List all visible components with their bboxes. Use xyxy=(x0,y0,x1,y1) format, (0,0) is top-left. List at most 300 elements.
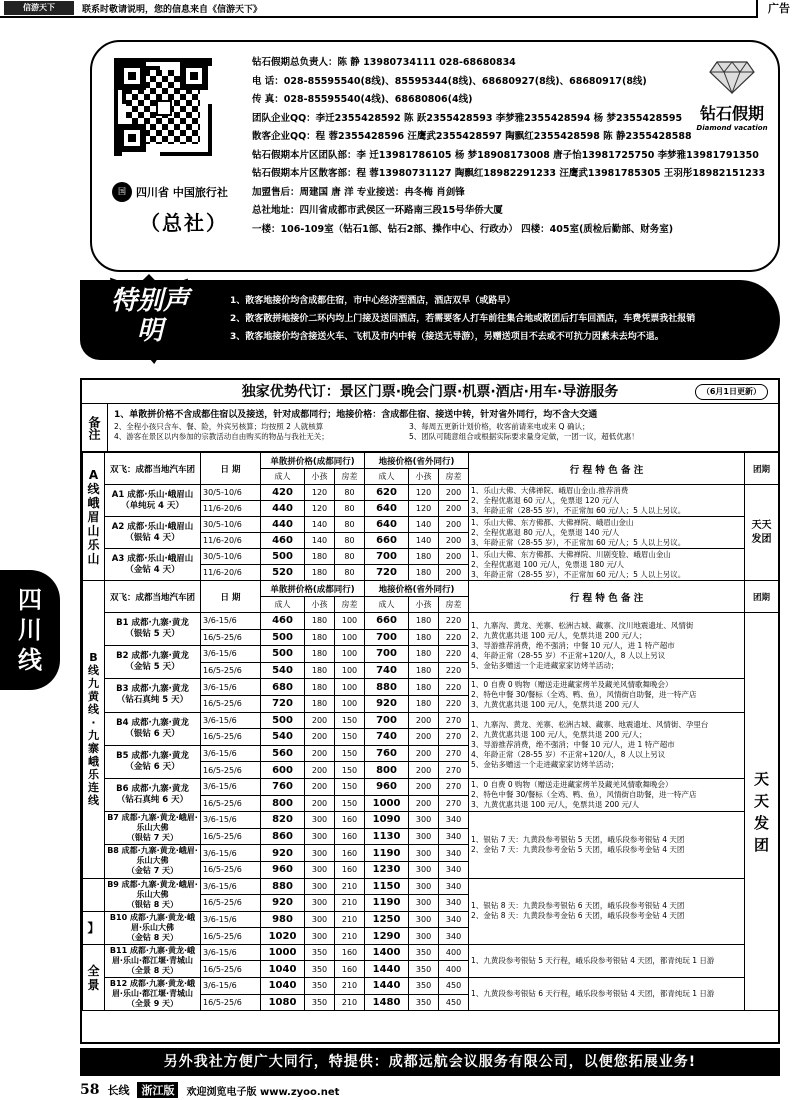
line-label-char: 眉 xyxy=(87,509,100,524)
itinerary-note: 2、全程优惠退 100 元/人，免票退 180 元/人 xyxy=(471,559,625,569)
price-sc: 200 xyxy=(305,745,335,762)
price-sc: 300 xyxy=(305,928,335,945)
price-sc: 120 xyxy=(305,501,335,517)
col-header-child: 小孩 xyxy=(305,597,335,613)
col-header-adult: 成人 xyxy=(365,597,409,613)
line-label-char: 乐 xyxy=(88,768,99,782)
product-name xyxy=(105,878,201,911)
product-title: A2 成都·乐山·峨眉山 xyxy=(111,521,194,532)
date-range: 16/5-25/6 xyxy=(201,762,261,779)
line-label-char: B xyxy=(89,651,98,665)
col-header-dj: 地接价格(省外同行) xyxy=(365,581,469,597)
price-dc: 300 xyxy=(409,861,439,878)
itinerary-note: 1、九寨沟、黄龙、羌寨、松洲古城、藏寨、地震遗址、风情街、孕里台 xyxy=(471,720,709,730)
price-dr: 270 xyxy=(439,762,469,779)
price-da: 1230 xyxy=(365,861,409,878)
price-dr: 270 xyxy=(439,745,469,762)
table-row xyxy=(83,679,779,696)
date-range: 16/5-25/6 xyxy=(201,828,261,845)
notes-section xyxy=(82,404,778,452)
itinerary-note: 3、年龄正常（28-55 岁），不正常加 60 元/人；5 人以上另议。 xyxy=(471,537,686,547)
price-dc: 180 xyxy=(409,549,439,565)
col-header-room: 房差 xyxy=(439,597,469,613)
product-title: B10 成都·九寨·黄龙·峨眉·乐山大佛 xyxy=(109,912,196,932)
price-sa: 800 xyxy=(261,795,305,812)
price-sc: 300 xyxy=(305,895,335,912)
price-sa: 860 xyxy=(261,828,305,845)
price-sr: 150 xyxy=(335,795,365,812)
price-sa: 600 xyxy=(261,762,305,779)
date-range: 11/6-20/6 xyxy=(201,565,261,581)
price-da: 1000 xyxy=(365,795,409,812)
price-da: 1440 xyxy=(365,978,409,995)
price-sr: 210 xyxy=(335,878,365,895)
price-sa: 500 xyxy=(261,712,305,729)
product-title: A1 成都·乐山·峨眉山 xyxy=(111,489,194,500)
price-dr: 220 xyxy=(439,613,469,630)
date-range: 30/5-10/6 xyxy=(201,485,261,501)
price-sa: 1020 xyxy=(261,928,305,945)
price-da: 760 xyxy=(365,745,409,762)
col-header-adult: 成人 xyxy=(261,597,305,613)
agency-header xyxy=(90,40,780,272)
daily-char: 团 xyxy=(754,835,770,854)
price-sa: 1000 xyxy=(261,944,305,961)
itinerary-notes xyxy=(469,878,745,944)
line-label-char: A xyxy=(88,467,99,482)
price-sr: 160 xyxy=(335,812,365,829)
itinerary-note: 1、0 自费 0 购物（赠送走进藏家烤羊及藏羌风情歌舞晚会） xyxy=(471,780,673,790)
price-sa: 820 xyxy=(261,812,305,829)
price-sa: 960 xyxy=(261,861,305,878)
date-range: 16/5-25/6 xyxy=(201,861,261,878)
hq-label: （总社） xyxy=(140,211,228,235)
price-sa: 920 xyxy=(261,895,305,912)
itinerary-note: 4、年龄正常（28-55 岁）不正常+120/人，8 人以上另议 xyxy=(471,650,666,660)
col-header-child: 小孩 xyxy=(305,469,335,485)
product-grade: （单纯玩 4 天） xyxy=(121,500,184,511)
itinerary-notes xyxy=(469,712,745,778)
price-sc: 180 xyxy=(305,662,335,679)
product-name xyxy=(105,646,201,679)
price-sc: 300 xyxy=(305,845,335,862)
price-dr: 220 xyxy=(439,646,469,663)
line-label-spacer xyxy=(83,878,105,911)
price-sc: 200 xyxy=(305,778,335,795)
price-dc: 180 xyxy=(409,565,439,581)
itinerary-note: 1、九黄段参考银钻 5 天行程，峨乐段参考银钻 4 天团，都青纯玩 1 日游 xyxy=(471,955,715,965)
col-header-tuan: 团期 xyxy=(745,581,779,613)
footer-website: 欢迎浏览电子版 www.zyoo.net xyxy=(186,1086,340,1098)
product-title: B8 成都·九寨·黄龙·峨眉·乐山大佛 xyxy=(107,846,198,866)
table-header-row xyxy=(83,581,779,597)
date-range: 16/5-25/6 xyxy=(201,895,261,912)
col-header-date: 日 期 xyxy=(201,581,261,613)
daily-departure: 天天发团 xyxy=(745,485,779,581)
product-name xyxy=(105,978,201,1011)
date-range: 16/5-25/6 xyxy=(201,629,261,646)
price-sr: 80 xyxy=(335,533,365,549)
table-row xyxy=(83,712,779,729)
price-sa: 1040 xyxy=(261,978,305,995)
price-sa: 720 xyxy=(261,695,305,712)
product-name xyxy=(105,613,201,646)
date-range: 16/5-25/6 xyxy=(201,928,261,945)
date-range: 3/6-15/6 xyxy=(201,978,261,995)
line-label-char: 连 xyxy=(88,781,99,795)
price-dc: 350 xyxy=(409,978,439,995)
itinerary-note: 2、金钻 8 天：九黄段参考金钻 6 天团，峨乐段参考金钻 4 天团 xyxy=(471,911,685,921)
price-sc: 180 xyxy=(305,695,335,712)
col-header-desc: 行 程 特 色 备 注 xyxy=(469,453,745,485)
price-sc: 120 xyxy=(305,485,335,501)
itinerary-note: 2、特色中餐 30/餐标（全鸡、鸭、鱼），风情街自助餐，进一特产店 xyxy=(471,790,697,800)
price-dc: 200 xyxy=(409,712,439,729)
price-sr: 80 xyxy=(335,501,365,517)
price-da: 660 xyxy=(365,533,409,549)
price-sa: 680 xyxy=(261,679,305,696)
price-sa: 560 xyxy=(261,745,305,762)
itinerary-note: 3、九黄优惠共退 100 元/人，免票共退 200 元/人 xyxy=(471,800,640,810)
price-dr: 400 xyxy=(439,961,469,978)
contact-line: 钻石假期本片区团队部：李 迁13981786105 杨 梦18908173008 唐子怡13981725750 李梦雅13981791350 xyxy=(252,149,759,161)
price-da: 960 xyxy=(365,778,409,795)
contact-line: 一楼：106-109室（钻石1部、钻石2部、操作中心、行政办） 四楼：405室(质检后勤部、财务室) xyxy=(252,223,674,235)
price-sr: 210 xyxy=(335,895,365,912)
price-dc: 300 xyxy=(409,895,439,912)
price-sr: 80 xyxy=(335,549,365,565)
product-title: B9 成都·九寨·黄龙·峨眉·乐山大佛 xyxy=(107,879,198,899)
price-sa: 880 xyxy=(261,878,305,895)
special-title: 特别声明 xyxy=(110,286,189,346)
contact-line: 加盟售后：周建国 唐 洋 专业接送：冉冬梅 肖剑锋 xyxy=(252,186,465,198)
product-name xyxy=(105,812,201,845)
itinerary-note: 1、乐山大佛、大佛禅院、峨眉山金山.推荐消费 xyxy=(471,485,629,495)
price-sc: 200 xyxy=(305,729,335,746)
price-da: 740 xyxy=(365,662,409,679)
product-name xyxy=(105,549,201,581)
itinerary-note: 2、金钻 7 天：九黄段参考金钻 5 天团，峨乐段参考金钻 4 天团 xyxy=(471,844,685,854)
price-dr: 220 xyxy=(439,695,469,712)
line-label-char: 线 xyxy=(88,703,99,717)
product-grade: （钻石真纯 6 天） xyxy=(116,795,189,806)
note-line: 1、单散拼价格不含成都住宿以及接送，针对成都同行；地接价格：含成都住宿、接送中转，针对省外同行，均不含大交通 xyxy=(114,410,598,420)
table-row xyxy=(83,778,779,795)
special-item: 2、散客散拼地接价二环内均上门接及送回酒店，若需要客人打车前往集合地或散团后打车回酒店，车费凭票我社报销 xyxy=(230,314,696,324)
price-sr: 150 xyxy=(335,745,365,762)
price-dc: 300 xyxy=(409,828,439,845)
price-sc: 140 xyxy=(305,517,335,533)
price-dc: 120 xyxy=(409,485,439,501)
price-dr: 270 xyxy=(439,729,469,746)
notes-label: 备注 xyxy=(82,404,108,452)
price-sr: 150 xyxy=(335,712,365,729)
line-label-char: 全 xyxy=(87,963,100,978)
itinerary-notes xyxy=(469,613,745,679)
itinerary-note: 3、九黄优惠共退 100 元/人，免票共退 200 元/人 xyxy=(471,700,640,710)
price-da: 700 xyxy=(365,712,409,729)
product-grade: （银钻 8 天） xyxy=(126,899,179,909)
date-range: 3/6-15/6 xyxy=(201,613,261,630)
date-range: 3/6-15/6 xyxy=(201,712,261,729)
date-range: 16/5-25/6 xyxy=(201,994,261,1011)
price-sa: 440 xyxy=(261,517,305,533)
itinerary-notes xyxy=(469,944,745,977)
price-dr: 220 xyxy=(439,662,469,679)
brand-name: 钻石假期 xyxy=(699,104,764,123)
itinerary-note: 1、银钻 7 天：九黄段参考银钻 5 天团，峨乐段参考银钻 4 天团 xyxy=(471,834,685,844)
contact-line: 总社地址：四川省成都市武侯区一环路南三段15号华侨大厦 xyxy=(252,205,503,216)
cits-badge-icon: 国 xyxy=(112,182,132,202)
price-sr: 100 xyxy=(335,646,365,663)
line-label-char: 乐 xyxy=(87,537,100,552)
price-da: 1250 xyxy=(365,911,409,928)
price-sc: 180 xyxy=(305,646,335,663)
price-dc: 300 xyxy=(409,928,439,945)
special-notice xyxy=(80,280,780,360)
itinerary-note: 5、金钻多赠送一个走进藏家家访烤羊活动； xyxy=(471,660,619,670)
daily-char: 天 xyxy=(754,791,770,810)
note-line: 3、每周五更新计划价格，收客前请来电或来 Q 确认； xyxy=(409,422,590,431)
price-dc: 140 xyxy=(409,533,439,549)
price-sc: 350 xyxy=(305,944,335,961)
product-title: B12 成都·九寨·黄龙·峨眉·乐山·都江堰·青城山 xyxy=(109,979,196,999)
col-header-room: 房差 xyxy=(335,597,365,613)
route-table xyxy=(82,452,779,1011)
product-grade: （银钻 6 天） xyxy=(125,728,180,739)
date-range: 3/6-15/6 xyxy=(201,845,261,862)
price-sc: 180 xyxy=(305,629,335,646)
price-sa: 540 xyxy=(261,662,305,679)
table-row xyxy=(83,613,779,630)
col-header-desc: 行 程 特 色 备 注 xyxy=(469,581,745,613)
price-dr: 200 xyxy=(439,565,469,581)
product-grade: （金钻 6 天） xyxy=(125,761,180,772)
product-name xyxy=(105,845,201,878)
price-da: 620 xyxy=(365,485,409,501)
price-dr: 270 xyxy=(439,795,469,812)
qr-code-icon xyxy=(114,58,212,156)
date-range: 30/5-10/6 xyxy=(201,517,261,533)
price-da: 700 xyxy=(365,549,409,565)
product-name xyxy=(105,778,201,811)
product-grade: （全景 8 天） xyxy=(126,965,179,975)
price-dr: 200 xyxy=(439,549,469,565)
product-grade: （钻石真纯 5 天） xyxy=(116,695,189,706)
price-sa: 540 xyxy=(261,729,305,746)
col-header-product: 双飞：成都当地汽车团 xyxy=(105,581,201,613)
line-label-char: 峨 xyxy=(88,755,99,769)
price-sr: 100 xyxy=(335,695,365,712)
brand-name-en: Diamond vacation xyxy=(696,124,768,132)
itinerary-note: 2、全程优惠退 60 元/人，免票退 120 元/人 xyxy=(471,495,620,505)
price-sr: 210 xyxy=(335,994,365,1011)
ad-tag: 广告 xyxy=(756,0,800,18)
price-da: 700 xyxy=(365,629,409,646)
col-header-tuan: 团期 xyxy=(745,453,779,485)
line-label-char: 峨 xyxy=(87,495,100,510)
itinerary-note: 1、乐山大佛、东方佛都、大佛禅院、川剧变脸、峨眉山金山 xyxy=(471,549,671,559)
itinerary-note: 1、0 自费 0 购物（赠送走进藏家烤羊及藏羌风情歌舞晚会） xyxy=(471,680,673,690)
price-sr: 150 xyxy=(335,729,365,746)
price-sc: 140 xyxy=(305,533,335,549)
price-dr: 340 xyxy=(439,911,469,928)
price-sc: 300 xyxy=(305,812,335,829)
side-tab-char: 四 xyxy=(18,585,42,614)
price-dc: 350 xyxy=(409,944,439,961)
date-range: 16/5-25/6 xyxy=(201,729,261,746)
col-header-product: 双飞：成都当地汽车团 xyxy=(105,453,201,485)
itinerary-note: 3、导游推荐消费，绝不强消；中餐 10 元/人，进 1 特产超市 xyxy=(471,740,675,750)
daily-char: 发 xyxy=(754,813,770,832)
price-dr: 200 xyxy=(439,501,469,517)
col-header-sp: 单散拼价格(成都同行) xyxy=(261,453,365,469)
note-line: 4、游客在景区以内参加的宗教活动自由购买的物品与我社无关； xyxy=(114,432,329,441)
side-tab-char: 川 xyxy=(18,615,42,644)
price-sc: 350 xyxy=(305,994,335,1011)
col-header-child: 小孩 xyxy=(409,469,439,485)
date-range: 16/5-25/6 xyxy=(201,695,261,712)
price-sc: 300 xyxy=(305,861,335,878)
itinerary-note: 4、年龄正常（28-55 岁）不正常+120/人，8 人以上另议 xyxy=(471,750,666,760)
price-sc: 200 xyxy=(305,712,335,729)
price-sc: 180 xyxy=(305,613,335,630)
price-sr: 80 xyxy=(335,485,365,501)
price-da: 660 xyxy=(365,613,409,630)
price-dr: 450 xyxy=(439,978,469,995)
date-range: 3/6-15/6 xyxy=(201,745,261,762)
itinerary-notes xyxy=(469,778,745,811)
product-grade: （金钻 5 天） xyxy=(125,662,180,673)
price-sc: 180 xyxy=(305,679,335,696)
date-range: 3/6-15/6 xyxy=(201,911,261,928)
line-bracket: 】 xyxy=(83,911,105,944)
line-label-char: 黄 xyxy=(88,690,99,704)
price-sa: 1040 xyxy=(261,961,305,978)
special-item: 1、散客地接价均含成都住宿，市中心经济型酒店，酒店双早（或路早） xyxy=(230,296,516,306)
price-sc: 180 xyxy=(305,565,335,581)
price-da: 1480 xyxy=(365,994,409,1011)
table-row xyxy=(83,878,779,895)
price-da: 1130 xyxy=(365,828,409,845)
table-row xyxy=(83,812,779,829)
itinerary-note: 1、九黄段参考银钻 6 天行程，峨乐段参考银钻 4 天团，都青纯玩 1 日游 xyxy=(471,989,715,999)
price-sa: 440 xyxy=(261,501,305,517)
board-title-text: 独家优势代订：景区门票·晚会门票·机票·酒店·用车·导游服务 xyxy=(241,384,619,400)
price-sr: 100 xyxy=(335,662,365,679)
publication-logo: 信游天下 xyxy=(4,1,74,15)
price-dc: 180 xyxy=(409,629,439,646)
price-dc: 180 xyxy=(409,662,439,679)
itinerary-notes xyxy=(469,485,745,517)
date-range: 30/5-10/6 xyxy=(201,549,261,565)
price-dc: 120 xyxy=(409,501,439,517)
page-number: 58 xyxy=(80,1082,100,1098)
itinerary-note: 3、年龄正常（28-55 岁），不正常加 60 元/人；5 人以上另议。 xyxy=(471,569,686,579)
price-da: 1150 xyxy=(365,878,409,895)
price-da: 1190 xyxy=(365,895,409,912)
brand-logo xyxy=(692,60,772,132)
price-sr: 100 xyxy=(335,679,365,696)
price-dr: 450 xyxy=(439,994,469,1011)
price-da: 740 xyxy=(365,729,409,746)
product-title: B4 成都·九寨·黄龙 xyxy=(116,717,189,728)
price-sc: 200 xyxy=(305,762,335,779)
date-range: 16/5-25/6 xyxy=(201,662,261,679)
col-header-date: 日 期 xyxy=(201,453,261,485)
product-grade: （金钻 8 天） xyxy=(126,932,179,942)
price-dr: 340 xyxy=(439,812,469,829)
diamond-icon xyxy=(709,60,755,94)
contact-line: 电 话：028-85595540(8线)、85595344(8线)、68680927(8线)、68680917(8线) xyxy=(252,75,647,87)
product-grade: （银钻 4 天） xyxy=(125,532,180,543)
price-dc: 200 xyxy=(409,778,439,795)
product-name xyxy=(105,485,201,517)
date-range: 3/6-15/6 xyxy=(201,778,261,795)
cits-name: 四川省 中国旅行社 xyxy=(136,186,228,199)
price-dc: 180 xyxy=(409,679,439,696)
date-range: 16/5-25/6 xyxy=(201,961,261,978)
price-sc: 200 xyxy=(305,795,335,812)
table-header-row xyxy=(83,453,779,469)
price-sa: 980 xyxy=(261,911,305,928)
product-name xyxy=(105,517,201,549)
price-da: 720 xyxy=(365,565,409,581)
price-sa: 920 xyxy=(261,845,305,862)
price-sr: 100 xyxy=(335,613,365,630)
price-sc: 300 xyxy=(305,878,335,895)
product-name xyxy=(105,911,201,944)
product-title: B2 成都·九寨·黄龙 xyxy=(116,651,189,662)
price-dr: 200 xyxy=(439,517,469,533)
price-sa: 500 xyxy=(261,549,305,565)
product-title: B11 成都·九寨·黄龙·峨眉·乐山·都江堰·青城山 xyxy=(109,945,196,965)
product-title: B3 成都·九寨·黄龙 xyxy=(116,684,189,695)
table-row xyxy=(83,549,779,565)
product-title: A3 成都·乐山·峨眉山 xyxy=(111,553,194,564)
itinerary-note: 1、银钻 8 天：九黄段参考银钻 6 天团，峨乐段参考银钻 4 天团 xyxy=(471,901,685,911)
price-sa: 420 xyxy=(261,485,305,501)
product-grade: （全景 9 天） xyxy=(126,999,179,1009)
price-dr: 340 xyxy=(439,895,469,912)
line-label-char: 线 xyxy=(88,794,99,808)
itinerary-note: 2、九黄优惠共退 100 元/人，免票共退 200 元/人； xyxy=(471,730,647,740)
side-tab-char: 线 xyxy=(18,645,42,674)
price-dc: 350 xyxy=(409,994,439,1011)
product-grade: （金钻 7 天） xyxy=(126,866,179,876)
price-sc: 180 xyxy=(305,549,335,565)
col-header-child: 小孩 xyxy=(409,597,439,613)
price-dc: 180 xyxy=(409,613,439,630)
price-dc: 200 xyxy=(409,729,439,746)
line-label-char: · xyxy=(91,716,96,730)
date-range: 16/5-25/6 xyxy=(201,795,261,812)
price-dc: 200 xyxy=(409,795,439,812)
price-sc: 350 xyxy=(305,961,335,978)
price-sr: 210 xyxy=(335,911,365,928)
price-dc: 350 xyxy=(409,961,439,978)
itinerary-note: 3、导游推荐消费，绝不强消；中餐 10 元/人，进 1 特产超市 xyxy=(471,640,675,650)
table-row xyxy=(83,517,779,533)
price-sr: 100 xyxy=(335,629,365,646)
date-range: 3/6-15/6 xyxy=(201,944,261,961)
price-dc: 200 xyxy=(409,745,439,762)
price-dc: 300 xyxy=(409,911,439,928)
price-dc: 300 xyxy=(409,878,439,895)
product-title: B6 成都·九寨·黄龙 xyxy=(116,784,189,795)
note-line: 2、全程小孩只含车、餐、险，外宾另核算；均按照 2 人就核算 xyxy=(114,422,324,431)
product-grade: （银钻 7 天） xyxy=(126,833,179,843)
